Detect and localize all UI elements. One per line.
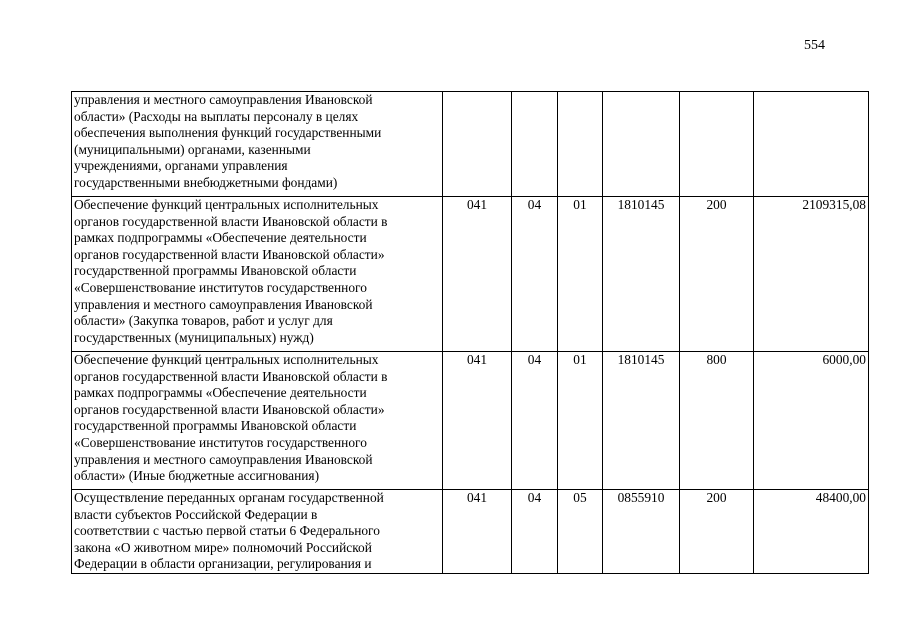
description-line: области» (Иные бюджетные ассигнования) (74, 468, 320, 484)
description-line: управления и местного самоуправления Ивановской (74, 451, 373, 467)
expense-type-cell: 200 (680, 490, 754, 574)
table-row (72, 352, 869, 490)
ministry-code-cell (443, 92, 512, 197)
target-article-cell: 1810145 (603, 352, 680, 490)
description-line: «Совершенствование институтов государственного (74, 279, 367, 295)
description-line: закона «О животном мире» полномочий Российской (74, 539, 372, 555)
section-code-cell (512, 92, 558, 197)
amount-cell (754, 92, 869, 197)
description-line: органов государственной власти Ивановской области в (74, 213, 388, 229)
description-line: области» (Закупка товаров, работ и услуг для (74, 313, 333, 329)
amount-cell: 48400,00 (754, 490, 869, 574)
ministry-code-cell: 041 (443, 490, 512, 574)
description-line: государственной программы Ивановской области (74, 418, 357, 434)
budget-table (71, 91, 869, 574)
expense-description-cell (72, 92, 443, 197)
section-code-cell: 04 (512, 352, 558, 490)
section-code-cell: 04 (512, 490, 558, 574)
table-row (72, 490, 869, 574)
amount-cell: 6000,00 (754, 352, 869, 490)
expense-type-cell (680, 92, 754, 197)
description-line: государственными внебюджетными фондами) (74, 174, 338, 190)
description-line: «Совершенствование институтов государственного (74, 434, 367, 450)
section-code-cell: 04 (512, 197, 558, 352)
description-line: управления и местного самоуправления Ивановской (74, 296, 373, 312)
ministry-code-cell: 041 (443, 352, 512, 490)
expense-type-cell: 200 (680, 197, 754, 352)
expense-description-cell (72, 352, 443, 490)
subsection-code-cell: 05 (558, 490, 603, 574)
description-line: учреждениями, органами управления (74, 158, 288, 174)
table-row (72, 197, 869, 352)
subsection-code-cell: 01 (558, 197, 603, 352)
subsection-code-cell (558, 92, 603, 197)
description-line: Осуществление переданных органам государственной (74, 490, 384, 505)
description-line: управления и местного самоуправления Ивановской (74, 92, 373, 107)
subsection-code-cell: 01 (558, 352, 603, 490)
expense-description-cell (72, 197, 443, 352)
description-line: рамках подпрограммы «Обеспечение деятельности (74, 230, 367, 246)
description-line: Обеспечение функций центральных исполнительных (74, 197, 379, 212)
page-number: 554 (804, 38, 825, 53)
target-article-cell: 1810145 (603, 197, 680, 352)
expense-type-cell: 800 (680, 352, 754, 490)
target-article-cell (603, 92, 680, 197)
description-line: государственных (муниципальных) нужд) (74, 329, 314, 345)
amount-cell: 2109315,08 (754, 197, 869, 352)
description-line: органов государственной власти Ивановской области в (74, 368, 388, 384)
ministry-code-cell: 041 (443, 197, 512, 352)
description-line: государственной программы Ивановской области (74, 263, 357, 279)
description-line: обеспечения выполнения функций государственными (74, 125, 382, 141)
expense-description-cell (72, 490, 443, 574)
description-line: соответствии с частью первой статьи 6 Федерального (74, 523, 380, 539)
description-line: рамках подпрограммы «Обеспечение деятельности (74, 385, 367, 401)
description-line: (муниципальными) органами, казенными (74, 141, 311, 157)
table-row (72, 92, 869, 197)
description-line: органов государственной власти Ивановской области» (74, 401, 385, 417)
description-line: органов государственной власти Ивановской области» (74, 246, 385, 262)
description-line: Федерации в области организации, регулирования и (74, 556, 372, 572)
description-line: области» (Расходы на выплаты персоналу в целях (74, 108, 359, 124)
target-article-cell: 0855910 (603, 490, 680, 574)
description-line: Обеспечение функций центральных исполнительных (74, 352, 379, 367)
description-line: власти субъектов Российской Федерации в (74, 506, 318, 522)
